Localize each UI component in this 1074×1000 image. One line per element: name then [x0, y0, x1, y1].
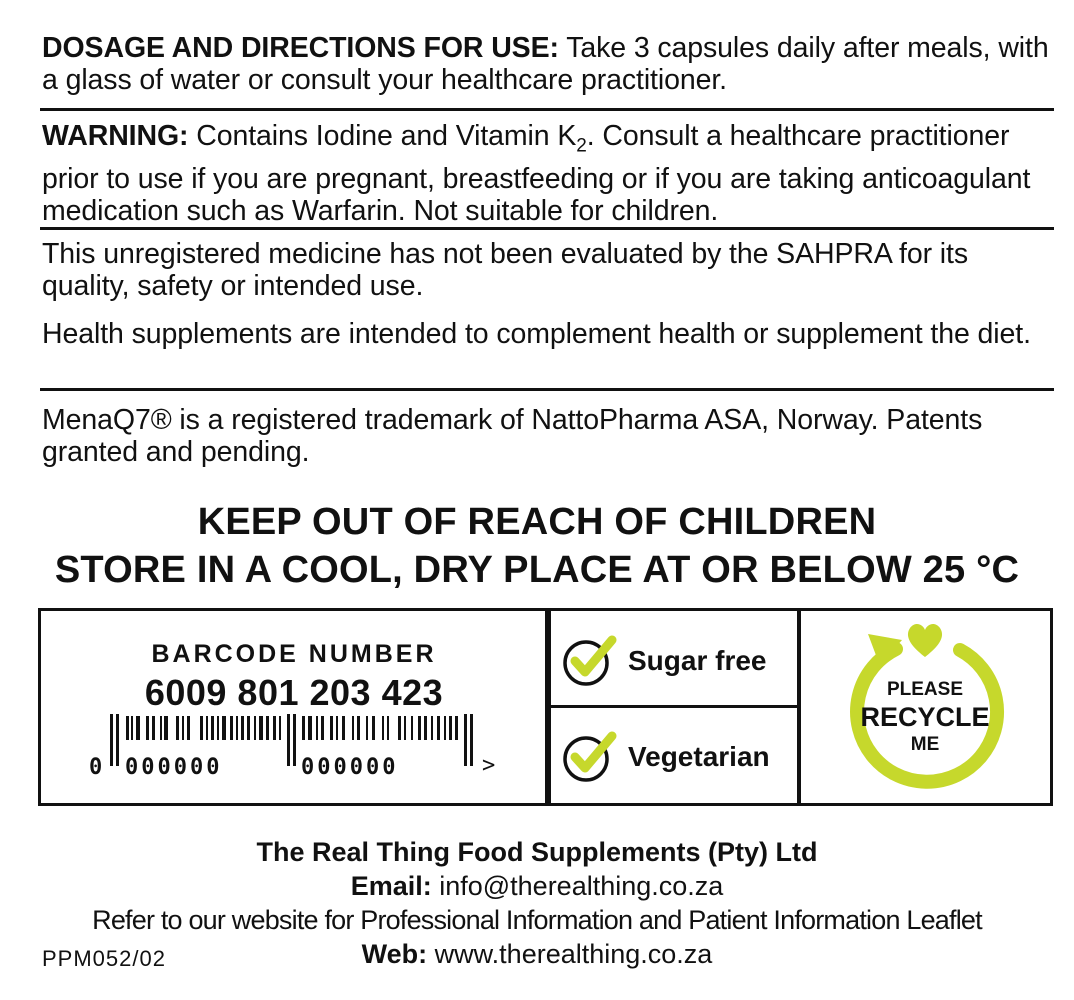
sugar-free-badge: [560, 632, 767, 690]
refer-line: Refer to our website for Professional Information and Patient Information Leaflet: [92, 905, 982, 935]
warning-text: [42, 120, 1062, 227]
barcode-right-digits: 000000: [301, 755, 399, 780]
supplements-notice: Health supplements are intended to complement health or supplement the diet.: [42, 318, 1031, 350]
recycle-line2: RECYCLE: [860, 702, 990, 732]
barcode-title: BARCODE NUMBER: [151, 640, 437, 668]
recycle-line3: ME: [910, 734, 940, 755]
trademark-notice: MenaQ7® is a registered trademark of NattoPharma ASA, Norway. Patents granted and pending.: [42, 404, 983, 468]
storage-instruction: STORE IN A COOL, DRY PLACE AT OR BELOW 25 °C: [54, 549, 1020, 591]
heart-recycle-icon: [832, 616, 1018, 802]
warning-subscript: 2: [576, 135, 587, 157]
check-circle-icon: [560, 728, 618, 786]
barcode-lead-digit: 0: [89, 755, 103, 780]
web-address[interactable]: www.therealthing.co.za: [427, 939, 713, 969]
divider: [40, 108, 1054, 111]
keep-out-warning: KEEP OUT OF REACH OF CHILDREN: [197, 501, 877, 543]
warning-text-before: Contains Iodine and Vitamin K: [188, 120, 577, 152]
vegetarian-label: Vegetarian: [628, 741, 770, 772]
warning-label: WARNING:: [42, 120, 189, 152]
warning-text-after: . Consult a healthcare practitioner prior to use if you are pregnant, breastfeeding or if you are taking anticoagulant medication such as Warfarin. Not suitable for children.: [42, 120, 1031, 227]
vegetarian-badge: [560, 728, 770, 786]
email-line: [0, 870, 1074, 902]
recycle-line1: PLEASE: [886, 679, 964, 700]
divider: [40, 227, 1054, 230]
email-address[interactable]: info@therealthing.co.za: [431, 871, 724, 901]
barcode-left-digits: 000000: [125, 755, 223, 780]
dosage-label: DOSAGE AND DIRECTIONS FOR USE:: [42, 32, 559, 64]
divider: [40, 388, 1054, 391]
barcode-arrow: >: [482, 753, 496, 778]
barcode-graphic: [80, 712, 510, 784]
company-name: The Real Thing Food Supplements (Pty) Ltd: [256, 837, 818, 867]
dosage-text: Take 3 capsules daily after meals, with a glass of water or consult your healthcare practitioner.: [42, 32, 1049, 96]
email-label: Email:: [350, 871, 432, 901]
barcode-number: 6009 801 203 423: [144, 672, 444, 713]
web-label: Web:: [361, 939, 428, 969]
dosage-directions: [42, 32, 1062, 96]
product-code: PPM052/02: [42, 946, 166, 971]
unregistered-notice: This unregistered medicine has not been evaluated by the SAHPRA for its quality, safety or intended use.: [42, 238, 969, 302]
sugar-free-label: Sugar free: [628, 645, 767, 676]
check-circle-icon: [560, 632, 618, 690]
